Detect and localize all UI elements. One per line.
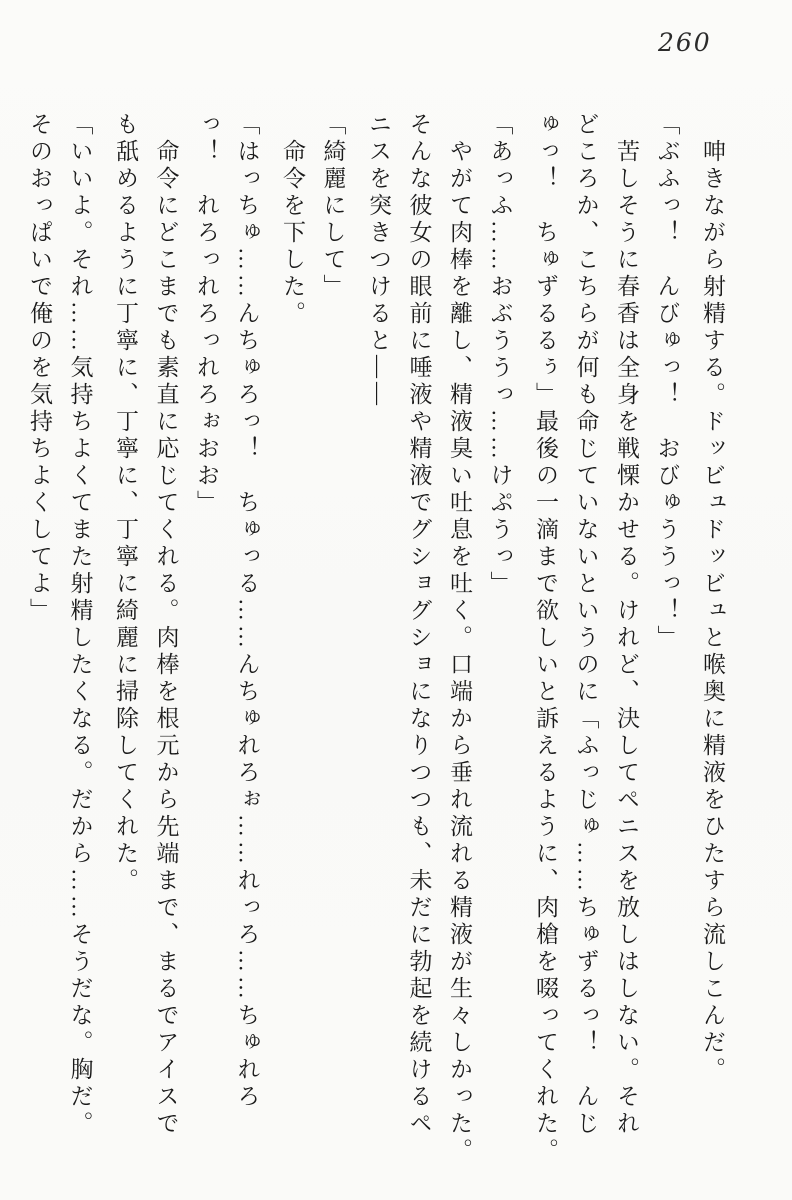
- text-column-10: 「綺麗にして」: [320, 112, 346, 301]
- text-column-9: ニスを突きつけると――: [366, 112, 391, 409]
- text-column-4: どころか、こちらが何も命じていないというのに「ふっじゅ……ちゅずるっ！ んじ: [573, 112, 599, 1138]
- page-number: 260: [658, 28, 712, 57]
- text-column-1: 呻きながら射精する。ドッビュドッビュと喉奥に精液をひたすら流しこんだ。: [700, 112, 725, 1084]
- text-column-7: やがて肉棒を離し、精液臭い吐息を吐く。口端から垂れ流れる精液が生々しかった。: [447, 112, 472, 1165]
- text-column-11: 命令を下した。: [280, 112, 305, 328]
- vertical-text-block: [19, 112, 733, 1184]
- text-column-6: 「あっふ……おぶううっ……けぷうっ」: [487, 112, 513, 598]
- text-column-17: そのおっぱいで俺のを気持ちよくしてよ」: [27, 112, 52, 625]
- text-column-2: 「ぶふっ！ んびゅっ！ おびゅううっ！」: [654, 112, 680, 652]
- text-column-15: も舐めるように丁寧に、丁寧に、丁寧に綺麗に掃除してくれた。: [113, 112, 138, 895]
- text-column-13: っ！ れろっれろっれろぉおお」: [194, 112, 219, 517]
- text-column-14: 命令にどこまでも素直に応じてくれる。肉棒を根元から先端まで、まるでアイスで: [153, 112, 179, 1138]
- text-column-12: 「はっちゅ……んちゅろっ！ ちゅっる……んちゅれろぉ……れっろ……ちゅれろ: [234, 112, 260, 1111]
- text-column-8: そんな彼女の眼前に唾液や精液でグショグショになりつつも、未だに勃起を続けるペ: [406, 112, 432, 1138]
- text-column-5: ゅっ！ ちゅずるるぅ」最後の一滴まで欲しいと訴えるように、肉槍を啜ってくれた。: [533, 112, 558, 1165]
- text-column-16: 「いいよ。それ……気持ちよくてまた射精したくなる。だから……そうだな。胸だ。: [67, 112, 93, 1138]
- text-column-3: 苦しそうに春香は全身を戦慄かせる。けれど、決してペニスを放しはしない。それ: [614, 112, 639, 1138]
